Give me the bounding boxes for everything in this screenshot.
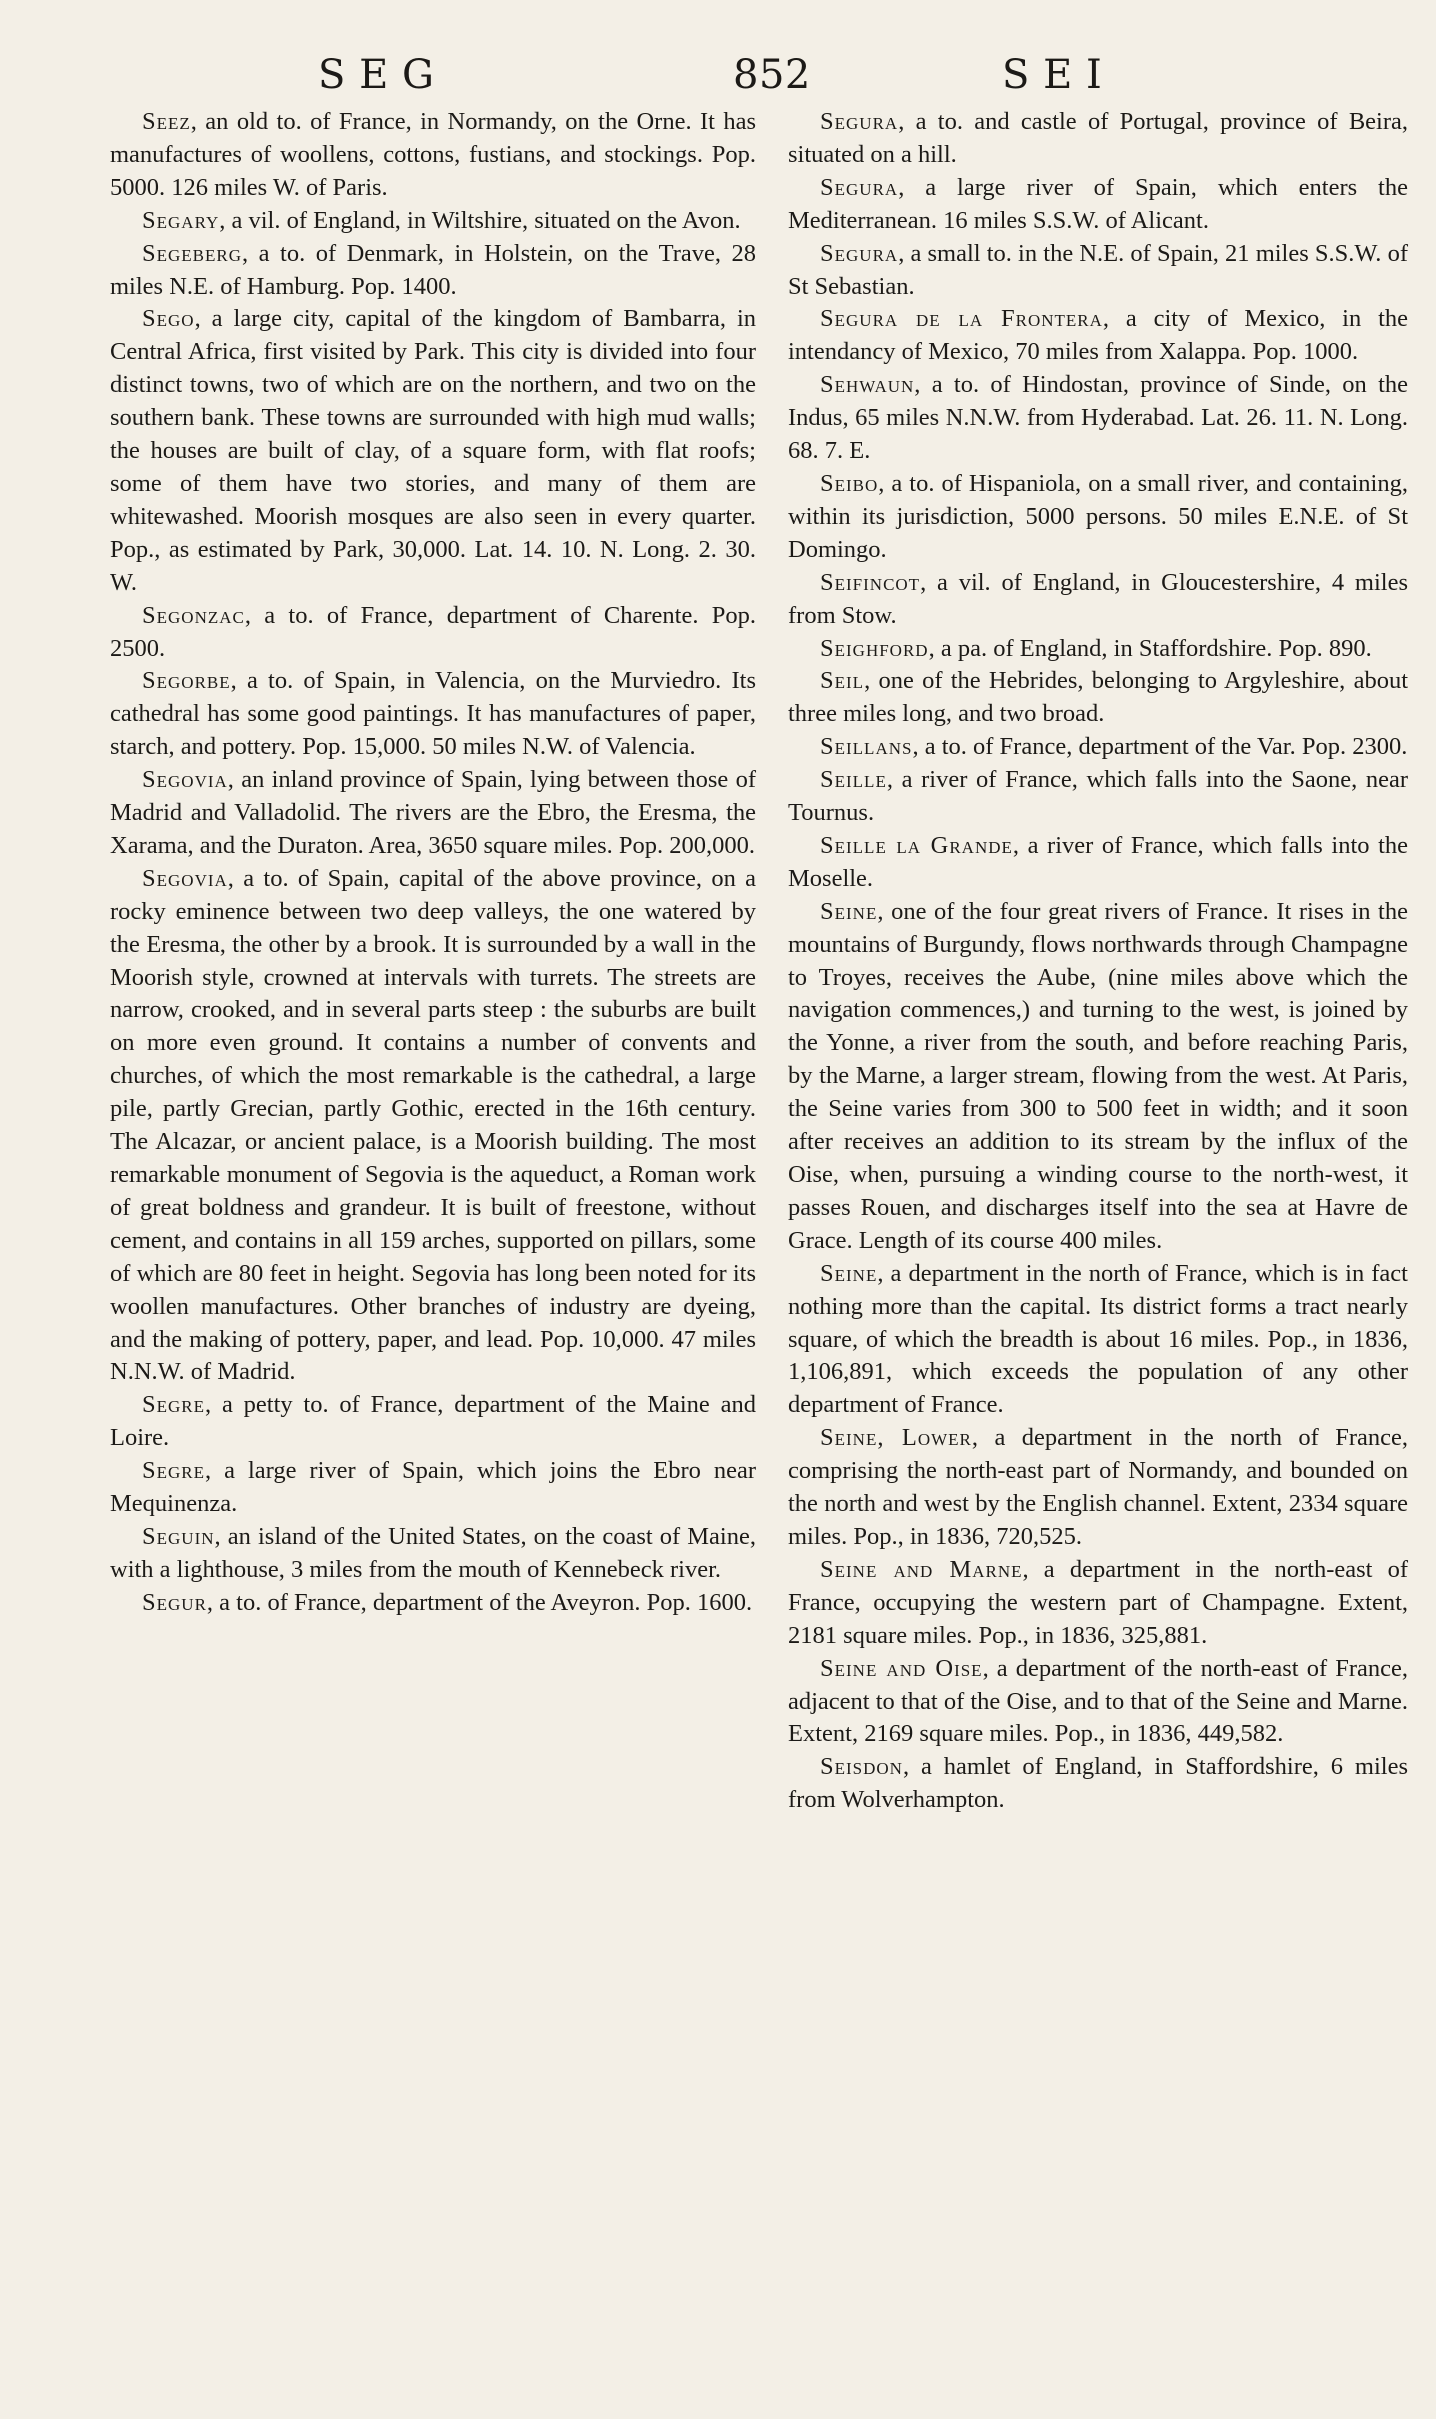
gazetteer-entry	[788, 172, 1408, 238]
gazetteer-entry	[110, 764, 756, 863]
entry-text: , a to. of Spain, capital of the above province, on a rocky eminence between two deep valleys, the one watered by the Eresma, the other by a brook. It is surrounded by a wall in the Moorish style, crowned at intervals with turrets. The streets are narrow, crooked, and in several parts steep : the suburbs are built on more even ground. It contains a number of convents and churches, of which the most remarkable is the cathedral, a large pile, partly Grecian, partly Gothic, erected in the 16th century. The Alcazar, or ancient palace, is a Moorish building. The most remarkable monument of Segovia is the aqueduct, a Roman work of great boldness and grandeur. It is built of freestone, without cement, and contains in all 159 arches, supported on pillars, some of which are 80 feet in height. Segovia has long been noted for its woollen manufactures. Other branches of industry are dyeing, and the making of pottery, paper, and lead. Pop. 10,000. 47 miles N.N.W. of Madrid.	[110, 864, 756, 1386]
entry-text: , a department in the north-east of France, occupying the western part of Champagne. Extent, 2181 square miles. Pop., in 1836, 325,881.	[788, 1555, 1408, 1649]
entry-text: , a river of France, which falls into the Saone, near Tournus.	[788, 766, 1408, 827]
gazetteer-entry	[788, 468, 1408, 567]
entry-headword: Seillans	[820, 733, 913, 761]
gazetteer-entry	[788, 1653, 1408, 1752]
gazetteer-entry	[788, 303, 1408, 369]
right-column	[788, 106, 1408, 1817]
header-right-guideword: S E I	[1002, 52, 1103, 98]
gazetteer-entry	[788, 567, 1408, 633]
entry-text: , a hamlet of England, in Staffordshire, 6 miles from Wolverhampton.	[788, 1753, 1408, 1814]
entry-headword: Segonzac	[142, 601, 245, 629]
entry-headword: Segary	[142, 206, 220, 234]
gazetteer-entry	[110, 1521, 756, 1587]
header-left-guideword: S E G	[318, 52, 435, 98]
entry-text: , a petty to. of France, department of the Maine and Loire.	[110, 1391, 756, 1452]
entry-text: , an inland province of Spain, lying between those of Madrid and Valladolid. The rivers are the Ebro, the Eresma, the Xarama, and the Duraton. Area, 3650 square miles. Pop. 200,000.	[110, 766, 756, 859]
gazetteer-entry	[788, 1258, 1408, 1423]
gazetteer-entry	[110, 106, 756, 205]
gazetteer-entry	[788, 896, 1408, 1258]
entry-text: , a large river of Spain, which joins the Ebro near Mequinenza.	[110, 1457, 756, 1518]
entry-headword: Segura	[820, 173, 899, 201]
entry-text: , a vil. of England, in Gloucestershire, 4 miles from Stow.	[788, 568, 1408, 629]
gazetteer-entry	[110, 238, 756, 304]
entry-headword: Seine and Oise	[820, 1654, 983, 1682]
gazetteer-entry	[788, 731, 1408, 764]
gazetteer-entry	[110, 600, 756, 666]
gazetteer-entry	[110, 1587, 756, 1620]
entry-text: , a pa. of England, in Staffordshire. Pop. 890.	[928, 634, 1372, 662]
entry-text: , one of the four great rivers of France. It rises in the mountains of Burgundy, flows northwards through Champagne to Troyes, receives the Aube, (nine miles above which the navigation commences,) and turning to the west, is joined by the Yonne, a river from the south, and before reaching Paris, by the Marne, a larger stream, flowing from the west. At Paris, the Seine varies from 300 to 500 feet in width; and it soon after receives an addition to its stream by the influx of the Oise, when, pursuing a winding course to the north-west, it passes Rouen, and discharges itself into the sea at Havre de Grace. Length of its course 400 miles.	[788, 897, 1408, 1254]
entry-text: , a to. and castle of Portugal, province of Beira, situated on a hill.	[788, 108, 1408, 168]
entry-headword: Segura	[820, 108, 899, 135]
entry-text: , a to. of Hindostan, province of Sinde, on the Indus, 65 miles N.N.W. from Hyderabad. Lat. 26. 11. N. Long. 68. 7. E.	[788, 371, 1408, 465]
gazetteer-entry	[788, 106, 1408, 172]
entry-headword: Seine, Lower	[820, 1424, 972, 1452]
entry-text: , an island of the United States, on the coast of Maine, with a lighthouse, 3 miles from the mouth of Kennebeck river.	[110, 1522, 756, 1583]
entry-headword: Segovia	[142, 864, 228, 892]
entry-headword: Segovia	[142, 766, 228, 794]
entry-headword: Segura de la Frontera	[820, 305, 1103, 333]
gazetteer-entry	[788, 665, 1408, 731]
gazetteer-entry	[788, 830, 1408, 896]
gazetteer-entry	[788, 369, 1408, 468]
entry-headword: Segur	[142, 1588, 207, 1616]
entry-headword: Seez	[142, 108, 191, 135]
entry-headword: Sehwaun	[820, 371, 915, 399]
gazetteer-entry	[788, 1751, 1408, 1817]
entry-text: , a department of the north-east of France, adjacent to that of the Oise, and to that of the Seine and Marne. Extent, 2169 square miles. Pop., in 1836, 449,582.	[788, 1654, 1409, 1748]
left-column	[110, 106, 756, 1620]
entry-text: , a department in the north of France, which is in fact nothing more than the capital. Its district forms a tract nearly square, of which the breadth is about 16 miles. Pop., in 1836, 1,106,891, which exceeds the population of any other department of France.	[788, 1259, 1408, 1419]
gazetteer-entry	[788, 1422, 1408, 1554]
gazetteer-entry	[110, 665, 756, 764]
entry-text: , a to. of Hispaniola, on a small river, and containing, within its jurisdiction, 5000 persons. 50 miles E.N.E. of St Domingo.	[788, 469, 1408, 563]
entry-text: , a to. of Spain, in Valencia, on the Murviedro. Its cathedral has some good paintings. It has manufactures of paper, starch, and pottery. Pop. 15,000. 50 miles N.W. of Valencia.	[110, 667, 756, 761]
entry-headword: Segre	[142, 1457, 206, 1485]
entry-text: , a small to. in the N.E. of Spain, 21 miles S.S.W. of St Sebastian.	[788, 239, 1408, 300]
entry-headword: Seifincot	[820, 568, 921, 596]
entry-text: , a department in the north of France, comprising the north-east part of Normandy, and bounded on the north and west by the English channel. Extent, 2334 square miles. Pop., in 1836, 720,525.	[788, 1424, 1408, 1550]
entry-headword: Segura	[820, 239, 899, 267]
gazetteer-entry	[788, 1554, 1408, 1653]
entry-text: , one of the Hebrides, belonging to Argyleshire, about three miles long, and two broad.	[788, 667, 1408, 728]
entry-text: , a city of Mexico, in the intendancy of Mexico, 70 miles from Xalappa. Pop. 1000.	[788, 305, 1408, 366]
entry-text: , a to. of France, department of the Aveyron. Pop. 1600.	[206, 1588, 753, 1616]
entry-headword: Seille	[820, 766, 887, 794]
entry-text: , a large city, capital of the kingdom of Bambarra, in Central Africa, first visited by Park. This city is divided into four distinct towns, two of which are on the northern, and two on the southern bank. These towns are surrounded with high mud walls; the houses are built of clay, of a square form, with flat roofs; some of them have two stories, and many of them are whitewashed. Moorish mosques are also seen in every quarter. Pop., as estimated by Park, 30,000. Lat. 14. 10. N. Long. 2. 30. W.	[110, 305, 756, 596]
gazetteer-entry	[788, 633, 1408, 666]
gazetteer-entry	[110, 303, 756, 599]
entry-headword: Sego	[142, 305, 195, 333]
gazetteer-entry	[110, 863, 756, 1390]
entry-text: , a river of France, which falls into the Moselle.	[788, 831, 1409, 892]
gazetteer-entry	[110, 205, 756, 238]
entry-headword: Seil	[820, 667, 865, 695]
entry-text: , a vil. of England, in Wiltshire, situated on the Avon.	[219, 206, 741, 234]
entry-text: , a to. of France, department of Charente. Pop. 2500.	[110, 601, 756, 662]
entry-headword: Seine	[820, 1259, 878, 1287]
page-header	[0, 52, 1436, 102]
entry-headword: Seine and Marne	[820, 1555, 1023, 1583]
gazetteer-entry	[788, 764, 1408, 830]
entry-headword: Segre	[142, 1391, 206, 1419]
gazetteer-entry	[110, 1455, 756, 1521]
gazetteer-entry	[788, 238, 1408, 304]
entry-headword: Seisdon	[820, 1753, 903, 1781]
entry-text: , a to. of Denmark, in Holstein, on the Trave, 28 miles N.E. of Hamburg. Pop. 1400.	[110, 239, 756, 300]
entry-text: , an old to. of France, in Normandy, on the Orne. It has manufactures of woollens, cottons, fustians, and stockings. Pop. 5000. 126 miles W. of Paris.	[110, 108, 756, 201]
entry-headword: Segeberg	[142, 239, 243, 267]
entry-headword: Seguin	[142, 1522, 215, 1550]
page-number: 852	[733, 52, 811, 98]
entry-text: , a to. of France, department of the Var. Pop. 2300.	[912, 733, 1408, 761]
entry-headword: Seighford	[820, 634, 929, 662]
entry-text: , a large river of Spain, which enters the Mediterranean. 16 miles S.S.W. of Alicant.	[788, 173, 1408, 234]
entry-headword: Seine	[820, 897, 878, 925]
entry-headword: Segorbe	[142, 667, 231, 695]
entry-headword: Seille la Grande	[820, 831, 1013, 859]
gazetteer-entry	[110, 1389, 756, 1455]
entry-headword: Seibo	[820, 469, 879, 497]
